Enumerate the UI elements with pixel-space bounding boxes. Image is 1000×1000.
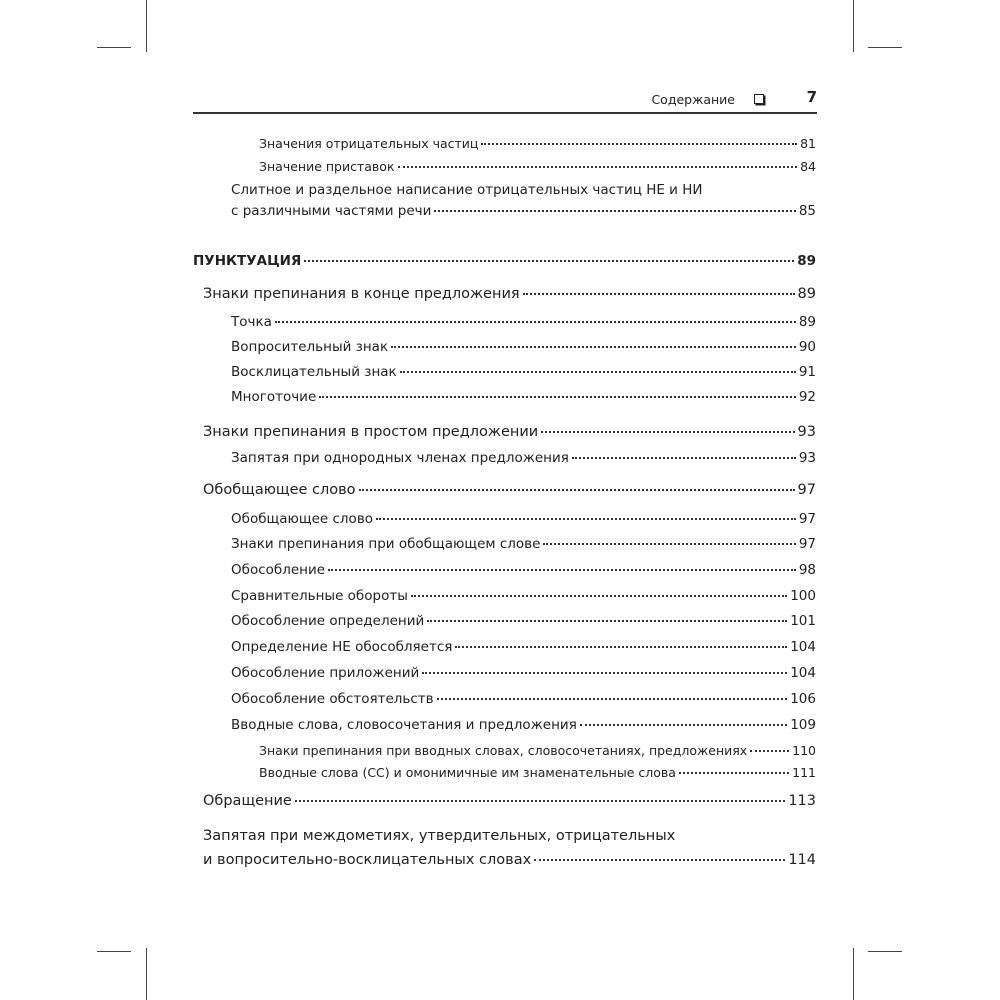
toc-entry[interactable] [231,536,816,552]
toc-entry-page: 89 [798,314,816,330]
toc-section-heading[interactable] [193,253,816,269]
toc-entry-text: Обобщающее слово [231,511,374,527]
toc-entry[interactable] [231,203,816,219]
page-number: 7 [806,88,817,106]
toc-entry[interactable] [259,743,816,758]
toc-entry-text: Вопросительный знак [231,339,389,355]
toc-entry[interactable] [203,286,816,302]
toc-entry-page: 93 [798,450,816,466]
toc-entry-text: Знаки препинания в простом предложении [203,424,539,440]
dot-leader [295,799,785,802]
toc-entry-text: Обособление приложений [231,665,420,681]
toc-entry-page: 89 [797,286,816,302]
dot-leader [580,723,787,726]
toc-entry-text: Сравнительные обороты [231,588,408,604]
toc-entry-text: Запятая при однородных членах предложения [231,450,569,466]
toc-entry[interactable] [231,450,816,466]
dot-leader [376,517,796,520]
dot-leader [437,697,788,700]
toc-entry-page: 114 [788,852,816,868]
toc-entry-text: Обособление [231,562,326,578]
toc-entry-page: 85 [798,203,816,219]
toc-entry-text-line2: с различными частями речи [231,203,432,219]
dot-leader [434,209,795,212]
dot-leader [359,488,795,491]
toc-entry[interactable] [203,424,816,440]
toc-entry-page: 109 [790,717,816,733]
toc-entry-page: 98 [798,562,816,578]
toc-entry-text-line1: Запятая при междометиях, утвердительных, отрицательных [203,828,676,844]
toc-entry[interactable] [231,339,816,355]
toc-entry-page: 100 [790,588,816,604]
toc-entry[interactable] [259,159,816,174]
toc-entry-page: 93 [797,424,816,440]
toc-entry[interactable] [203,852,816,868]
toc-entry[interactable] [231,665,816,681]
dot-leader [391,345,796,348]
toc-entry-text: Многоточие [231,389,317,405]
toc-entry[interactable] [203,793,816,809]
dot-leader [400,370,796,373]
dot-leader [523,292,795,295]
toc-entry-page: 113 [788,793,816,809]
toc-entry[interactable] [231,717,816,733]
dot-leader [572,456,796,459]
toc-entry-page: 84 [800,159,816,174]
toc-entry-text: Восклицательный знак [231,364,397,380]
dot-leader [422,671,787,674]
dot-leader [328,568,796,571]
toc-entry-page: 104 [790,639,816,655]
dot-leader [750,749,789,752]
dot-leader [543,542,795,545]
toc-entry-text: Знаки препинания в конце предложения [203,286,520,302]
toc-entry[interactable] [231,364,816,380]
dot-leader [398,165,798,168]
dot-leader [411,594,787,597]
toc-entry-page: 90 [798,339,816,355]
dot-leader [534,858,785,861]
dot-leader [427,619,787,622]
dot-leader [679,771,789,774]
toc-entry[interactable] [231,389,816,405]
toc-entry-text: Точка [231,314,272,330]
toc-entry-text: Вводные слова, словосочетания и предложения [231,717,577,733]
toc-entry-text: ПУНКТУАЦИЯ [193,253,302,269]
toc-entry[interactable] [259,765,816,780]
toc-entry-text: Обособление определений [231,613,425,629]
toc-entry[interactable] [231,613,816,629]
header-title: Содержание [651,92,735,107]
toc-entry-page: 110 [792,743,816,758]
dot-leader [304,259,794,262]
toc-entry-text: Определение НЕ обособляется [231,639,453,655]
toc-entry[interactable] [203,482,816,498]
toc-entry-text-line2: и вопросительно-восклицательных словах [203,852,532,868]
toc-entry-text: Знаки препинания при обобщающем слове [231,536,541,552]
toc-entry-text-line1: Слитное и раздельное написание отрицательных частиц НЕ и НИ [231,182,703,198]
dot-leader [541,430,794,433]
dot-leader [319,395,796,398]
toc-entry[interactable] [231,691,816,707]
toc-entry-text: Обобщающее слово [203,482,356,498]
toc-entry-page: 97 [798,536,816,552]
toc-entry-page: 91 [798,364,816,380]
toc-entry[interactable] [231,511,816,527]
toc-entry[interactable] [231,562,816,578]
toc-entry-page: 104 [790,665,816,681]
toc-entry-text: Обращение [203,793,292,809]
toc-entry-page: 81 [800,136,816,151]
toc-entry-text: Вводные слова (СС) и омонимичные им знаменательные слова [259,765,676,780]
toc-entry-text: Значение приставок [259,159,395,174]
toc-entry-page: 97 [797,482,816,498]
toc-entry[interactable] [231,314,816,330]
dot-leader [481,142,797,145]
toc-entry-text: Обособление обстоятельств [231,691,434,707]
toc-entry-page: 101 [790,613,816,629]
toc-entry-page: 97 [798,511,816,527]
toc-entry-text: Знаки препинания при вводных словах, словосочетаниях, предложениях [259,743,748,758]
toc-entry-text: Значения отрицательных частиц [259,136,479,151]
toc-entry-page: 89 [797,253,816,269]
toc-entry-page: 111 [792,765,816,780]
dot-leader [275,320,796,323]
dot-leader [455,645,787,648]
toc-entry[interactable] [231,639,816,655]
toc-entry[interactable] [231,588,816,604]
toc-entry-page: 106 [790,691,816,707]
toc-entry[interactable] [259,136,816,151]
toc-entry-page: 92 [798,389,816,405]
